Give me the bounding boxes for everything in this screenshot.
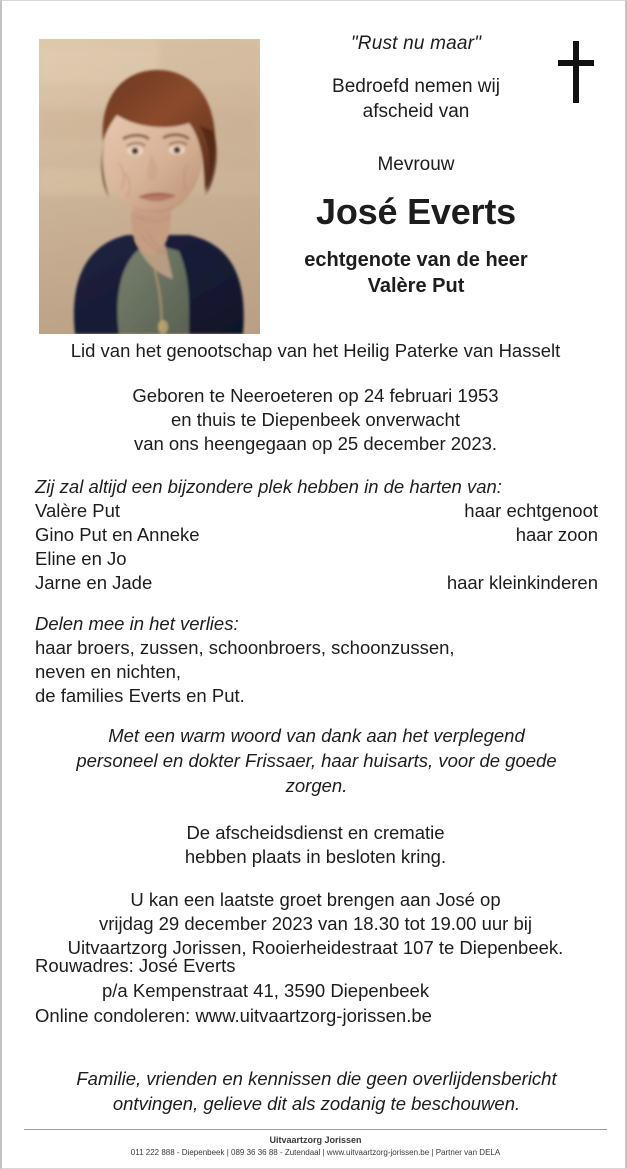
condolence-section bbox=[35, 612, 598, 708]
farewell-intro-line-1: Bedroefd nemen wij bbox=[332, 76, 500, 97]
family-member-relation: haar kleinkinderen bbox=[446, 572, 598, 593]
spouse-relation-line-2: Valère Put bbox=[367, 275, 465, 297]
cross-horizontal-bar bbox=[558, 60, 594, 66]
residence-line: en thuis te Diepenbeek onverwacht bbox=[171, 409, 460, 430]
family-row bbox=[35, 523, 598, 547]
funeral-home-name: Uitvaartzorg Jorissen bbox=[269, 1135, 362, 1145]
visitation-info bbox=[2, 888, 627, 960]
visitation-line-1: U kan een laatste groet brengen aan José op bbox=[130, 889, 501, 910]
portrait-photo bbox=[39, 39, 260, 334]
family-member-name: Valère Put bbox=[35, 500, 121, 521]
family-heading: Zij zal altijd een bijzondere plek hebben in de harten van: bbox=[35, 476, 502, 497]
birth-death-details bbox=[2, 384, 627, 456]
visitation-line-3: Uitvaartzorg Jorissen, Rooierheidestraat 107 te Diepenbeek. bbox=[67, 937, 564, 958]
thanks-line-2: personeel en dokter Frissaer, haar huisarts, voor de goede bbox=[76, 750, 557, 771]
society-membership: Lid van het genootschap van het Heilig Paterke van Hasselt bbox=[70, 340, 561, 361]
family-member-relation: haar zoon bbox=[515, 524, 598, 545]
birth-line: Geboren te Neeroeteren op 24 februari 1953 bbox=[132, 385, 499, 406]
general-notice-line-2: ontvingen, gelieve dit als zodanig te beschouwen. bbox=[112, 1093, 521, 1114]
family-member-name: Gino Put en Anneke bbox=[35, 524, 200, 545]
portrait-illustration bbox=[39, 39, 260, 334]
deceased-name: José Everts bbox=[316, 191, 516, 232]
farewell-intro-line-2: afscheid van bbox=[362, 101, 470, 122]
family-member-name: Jarne en Jade bbox=[35, 572, 153, 593]
condolence-line: de families Everts en Put. bbox=[35, 685, 245, 706]
thanks-line-1: Met een warm woord van dank aan het verplegend bbox=[108, 725, 525, 746]
mourning-address bbox=[35, 953, 598, 1028]
general-notice-line-1: Familie, vrienden en kennissen die geen overlijdensbericht bbox=[76, 1068, 557, 1089]
family-member-relation: haar echtgenoot bbox=[464, 500, 598, 521]
family-member-name: Eline en Jo bbox=[35, 548, 127, 569]
farewell-intro bbox=[278, 74, 554, 124]
cross-vertical-bar bbox=[573, 41, 579, 103]
mourning-address-street: p/a Kempenstraat 41, 3590 Diepenbeek bbox=[102, 980, 430, 1001]
salutation: Mevrouw bbox=[377, 154, 455, 175]
condolence-line: neven en nichten, bbox=[35, 661, 182, 682]
ceremony-line-1: De afscheidsdienst en crematie bbox=[186, 822, 445, 843]
card-header bbox=[2, 1, 627, 341]
death-line: van ons heengegaan op 25 december 2023. bbox=[133, 433, 498, 454]
visitation-line-2: vrijdag 29 december 2023 van 18.30 tot 19.00 uur bij bbox=[99, 913, 532, 934]
thanks-message bbox=[35, 723, 598, 798]
ceremony-info bbox=[2, 821, 627, 869]
mourning-address-name: Rouwadres: José Everts bbox=[35, 955, 236, 976]
condolence-line: haar broers, zussen, schoonbroers, schoonzussen, bbox=[35, 637, 455, 658]
online-condolence-link[interactable]: Online condoleren: www.uitvaartzorg-jorissen.be bbox=[35, 1005, 432, 1026]
footer bbox=[2, 1134, 627, 1158]
family-section bbox=[35, 475, 598, 595]
ceremony-line-2: hebben plaats in besloten kring. bbox=[184, 846, 447, 867]
footer-divider bbox=[24, 1129, 607, 1130]
spouse-relation-line-1: echtgenote van de heer bbox=[304, 249, 528, 271]
thanks-line-3: zorgen. bbox=[285, 775, 348, 796]
family-row bbox=[35, 499, 598, 523]
latin-cross-icon bbox=[558, 41, 594, 103]
family-row bbox=[35, 547, 598, 571]
general-notice bbox=[35, 1066, 598, 1116]
family-row bbox=[35, 571, 598, 595]
memorial-quote: "Rust nu maar" bbox=[350, 33, 482, 54]
condolence-heading: Delen mee in het verlies: bbox=[35, 613, 239, 634]
funeral-home-contact: 011 222 888 - Diepenbeek | 089 36 36 88 - Zutendaal | www.uitvaartzorg-jorissen.be | Partner van DELA bbox=[130, 1148, 501, 1157]
spouse-relation bbox=[278, 247, 554, 299]
header-text-column bbox=[278, 31, 554, 299]
